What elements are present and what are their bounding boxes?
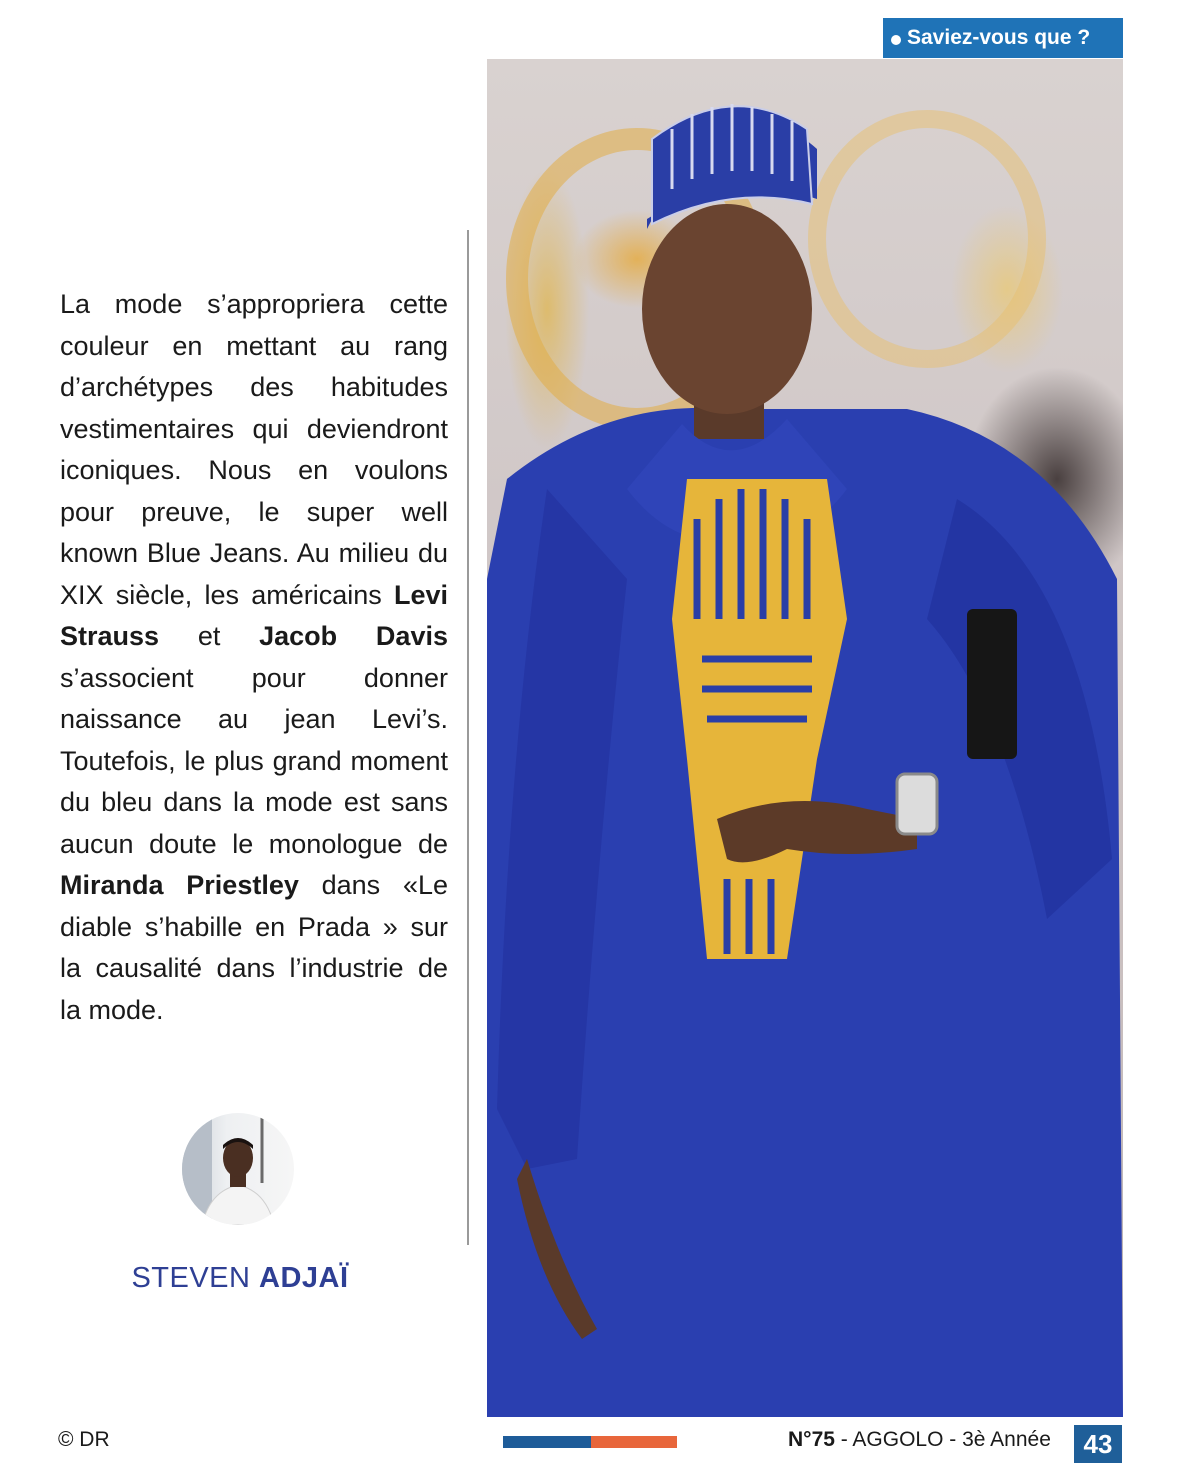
page-number: 43 bbox=[1074, 1425, 1122, 1463]
photo-credit: © DR bbox=[58, 1428, 110, 1451]
article-body bbox=[60, 284, 448, 1031]
name-miranda-priestley: Miranda Priestley bbox=[60, 870, 299, 900]
issue-number: N°75 bbox=[788, 1428, 835, 1451]
publication-label: - AGGOLO - 3è Année bbox=[834, 1428, 1051, 1451]
article-text-3: s’associent pour donner naissance au jean Levi’s. Toutefois, le plus grand moment du bleu dans la mode est sans aucun doute le monologue de bbox=[60, 662, 448, 859]
section-tag bbox=[883, 18, 1123, 58]
name-jacob-davis: Jacob Davis bbox=[259, 621, 448, 651]
footer-info bbox=[788, 1428, 1051, 1452]
footer-bar-blue bbox=[503, 1436, 591, 1448]
main-photo bbox=[487, 59, 1123, 1417]
author-last-name: ADJAÏ bbox=[259, 1262, 349, 1294]
name-levi-strauss: Levi Strauss bbox=[60, 579, 448, 651]
section-tag-label: Saviez-vous que ? bbox=[907, 26, 1091, 49]
footer-bar-orange bbox=[591, 1436, 677, 1448]
author-portrait-icon bbox=[182, 1113, 294, 1225]
bullet-dot-icon bbox=[891, 35, 901, 45]
author-name bbox=[60, 1262, 420, 1295]
article-text-1: La mode s’appropriera cette couleur en mettant au rang d’archétypes des habitudes vestimentaires qui deviendront iconiques. Nous en voulons pour preuve, le super well known Blue Jeans. Au milieu du XIX siècle, les américains bbox=[60, 289, 448, 610]
article-text-4: dans «Le diable s’habille en Prada » sur la causalité dans l’industrie de la mode. bbox=[60, 870, 448, 1025]
article-text-2: et bbox=[159, 621, 260, 651]
author-avatar bbox=[182, 1113, 294, 1225]
man-in-blue-agbada-illustration bbox=[487, 59, 1123, 1417]
vertical-divider bbox=[467, 230, 469, 1245]
author-first-name: STEVEN bbox=[131, 1262, 251, 1294]
